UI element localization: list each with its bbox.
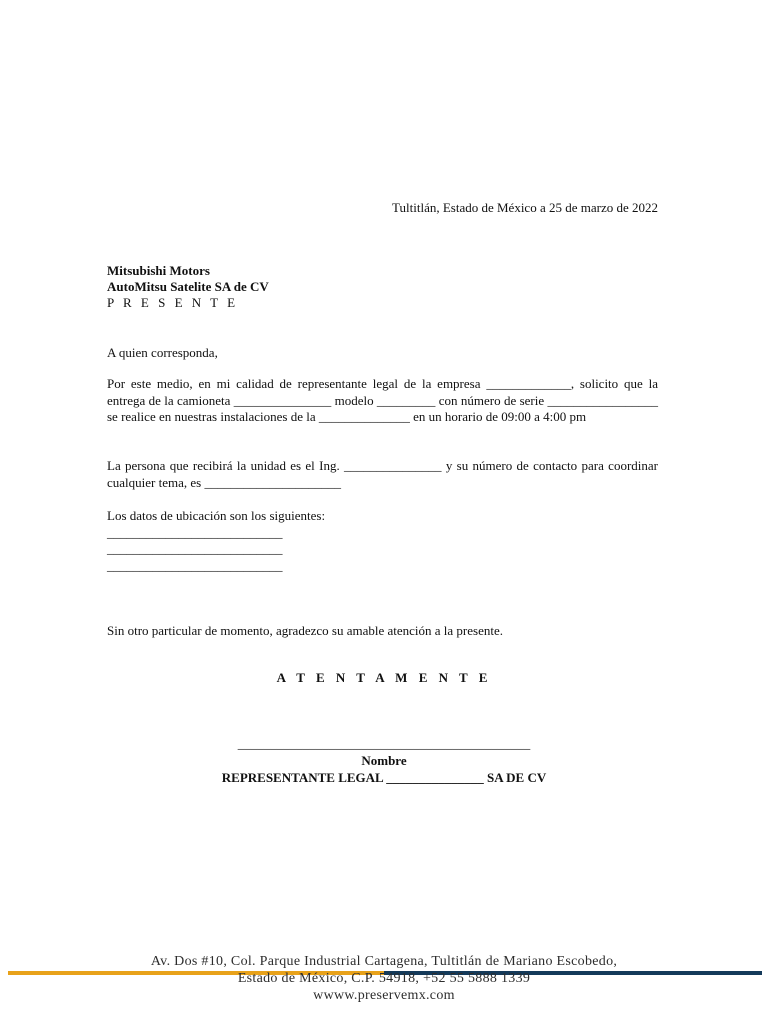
paragraph-request: Por este medio, en mi calidad de representante legal de la empresa _____________, solicito que la entrega de la camioneta _______________ modelo _________ con número de serie _________________ se realice en nuestras instalaciones de la ______________ en un horario de 09:00 a 4:00 pm [107, 376, 658, 424]
recipient-company: Mitsubishi Motors [107, 263, 210, 278]
footer-address-line2: Estado de México, C.P. 54918, +52 55 5888 1339 [237, 971, 531, 986]
greeting: A quien corresponda, [107, 345, 218, 360]
presente-label: P R E S E N T E [107, 295, 239, 310]
date-line: Tultitlán, Estado de México a 25 de marzo de 2022 [392, 200, 658, 215]
atentamente-label: A T E N T A M E N T E [276, 670, 492, 685]
signature-name: Nombre [361, 753, 407, 768]
recipient-dealer: AutoMitsu Satelite SA de CV [107, 279, 269, 294]
location-line: ___________________________ [107, 524, 283, 540]
footer-address [0, 953, 768, 1004]
signature-line: _____________________________________________ [237, 736, 531, 751]
signature-block [0, 735, 768, 786]
closing-sentence: Sin otro particular de momento, agradezco su amable atención a la presente. [107, 623, 503, 638]
location-section [107, 508, 658, 574]
location-intro: Los datos de ubicación son los siguientes: [107, 508, 326, 523]
signature-title: REPRESENTANTE LEGAL _______________ SA DE CV [221, 770, 547, 785]
location-line: ___________________________ [107, 541, 283, 556]
location-line: ___________________________ [107, 557, 283, 573]
footer-website: wwww.preservemx.com [313, 988, 455, 1003]
recipient-block [107, 263, 269, 311]
paragraph-contact: La persona que recibirá la unidad es el Ing. _______________ y su número de contacto para coordinar cualquier tema, es _____________________ [107, 458, 658, 490]
footer-address-line1: Av. Dos #10, Col. Parque Industrial Cartagena, Tultitlán de Mariano Escobedo, [150, 954, 618, 969]
